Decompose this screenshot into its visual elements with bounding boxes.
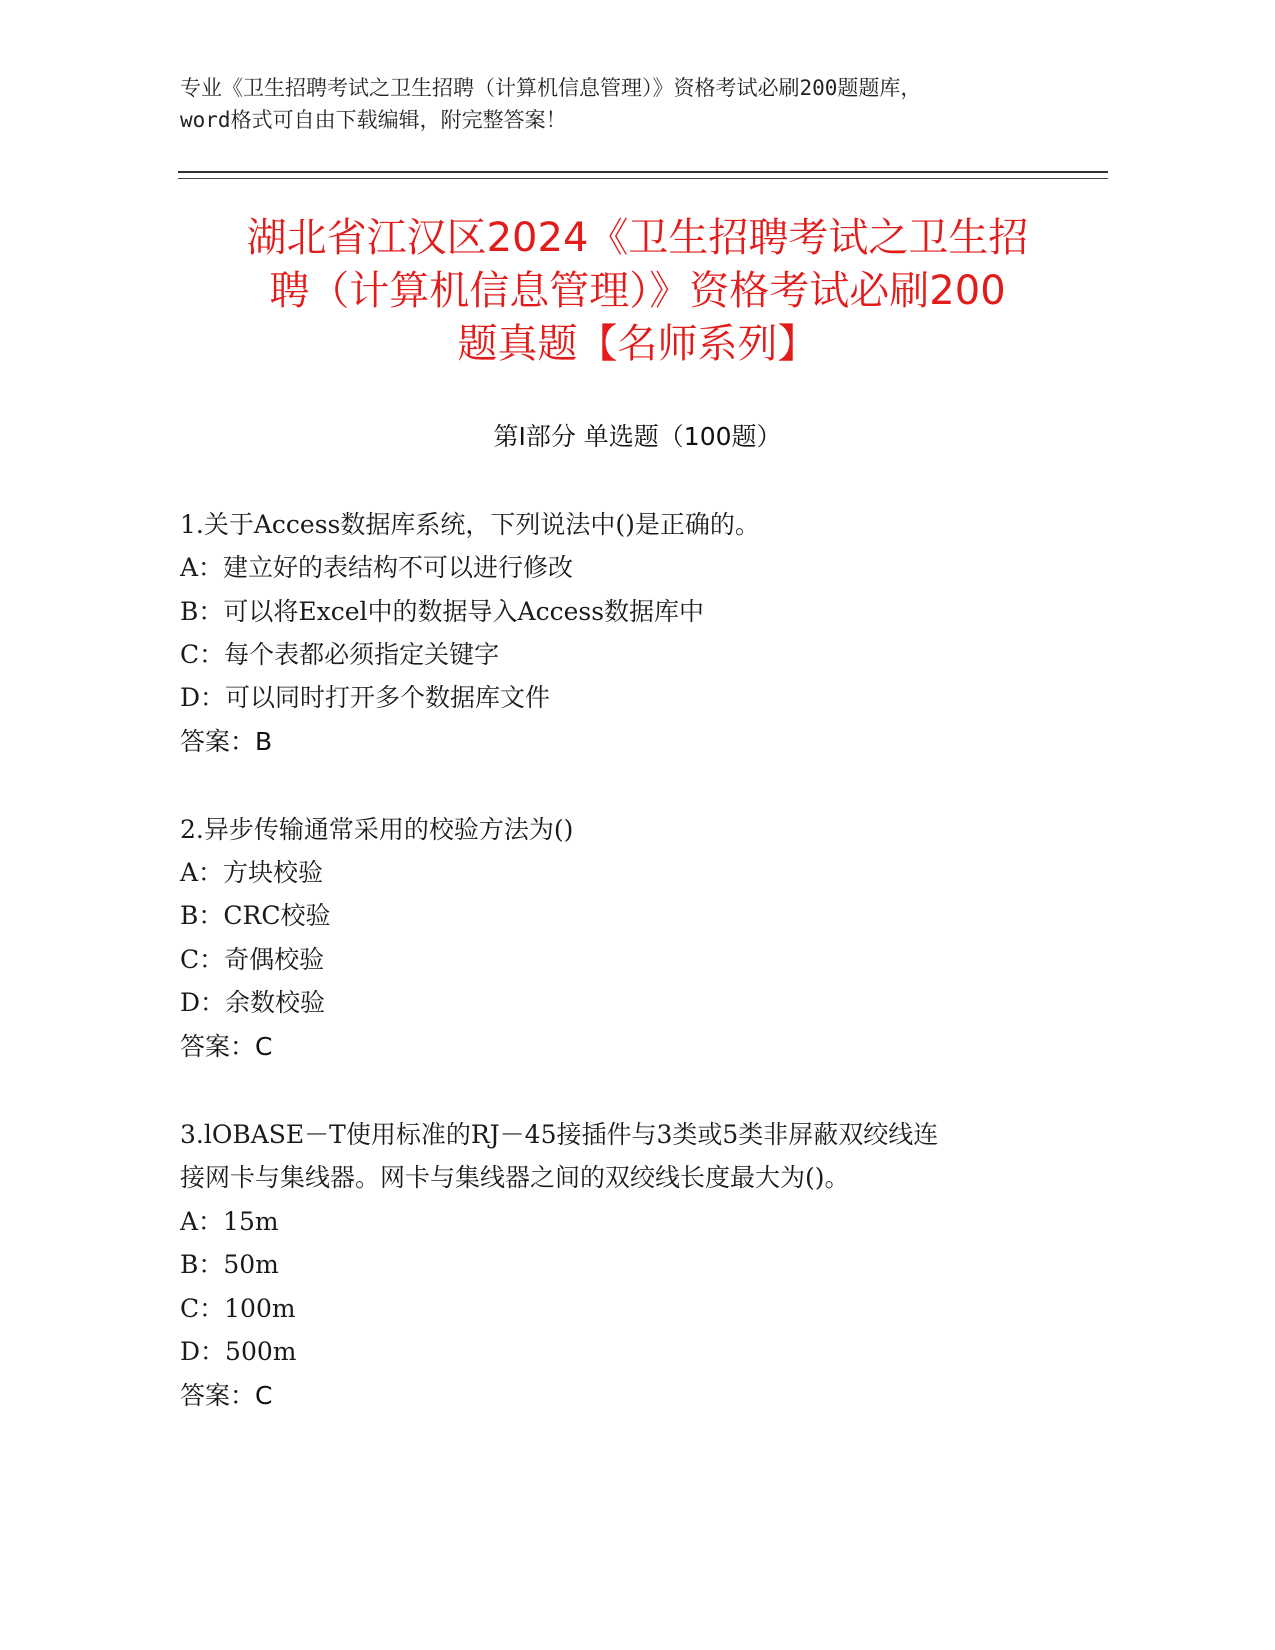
question-2-option-d: D：余数校验: [180, 988, 326, 1017]
header-divider-thick: [178, 171, 1108, 173]
title-line: 题真题【名师系列】: [457, 321, 818, 367]
question-2-answer: 答案：C: [180, 1032, 273, 1061]
question-3-option-d: D：500m: [180, 1337, 297, 1366]
question-1-option-b: B：可以将Excel中的数据导入Access数据库中: [180, 597, 705, 626]
header-divider-thin: [178, 178, 1108, 179]
question-3-stem: 接网卡与集线器。网卡与集线器之间的双绞线长度最大为()。: [180, 1163, 850, 1192]
question-3-answer: 答案：C: [180, 1381, 273, 1410]
title-line: 聘（计算机信息管理）》资格考试必刷200: [269, 268, 1006, 314]
question-1-answer: 答案：B: [180, 727, 273, 756]
question-2-option-a: A：方块校验: [180, 858, 324, 887]
question-3-option-c: C：100m: [180, 1294, 296, 1323]
question-1-option-a: A：建立好的表结构不可以进行修改: [180, 553, 574, 582]
header-note-line: word格式可自由下载编辑，附完整答案！: [180, 108, 567, 132]
question-1-stem: 1.关于Access数据库系统，下列说法中()是正确的。: [180, 510, 760, 539]
question-2-option-c: C：奇偶校验: [180, 945, 325, 974]
question-3-option-b: B：50m: [180, 1250, 279, 1279]
title-line: 湖北省江汉区2024《卫生招聘考试之卫生招: [246, 215, 1029, 261]
header-note-line: 专业《卫生招聘考试之卫生招聘（计算机信息管理）》资格考试必刷200题题库，: [180, 76, 922, 100]
question-3-option-a: A：15m: [180, 1207, 279, 1236]
header-note: [180, 72, 1050, 136]
question-1-option-d: D：可以同时打开多个数据库文件: [180, 683, 551, 712]
question-3-stem: 3.lOBASE－T使用标准的RJ－45接插件与3类或5类非屏蔽双绞线连: [180, 1120, 939, 1149]
section-heading: 第Ⅰ部分 单选题（100题）: [493, 422, 782, 451]
question-2-stem: 2.异步传输通常采用的校验方法为(): [180, 815, 574, 844]
question-1-option-c: C：每个表都必须指定关键字: [180, 640, 500, 669]
document-title: [160, 212, 1115, 371]
question-2-option-b: B：CRC校验: [180, 901, 331, 930]
